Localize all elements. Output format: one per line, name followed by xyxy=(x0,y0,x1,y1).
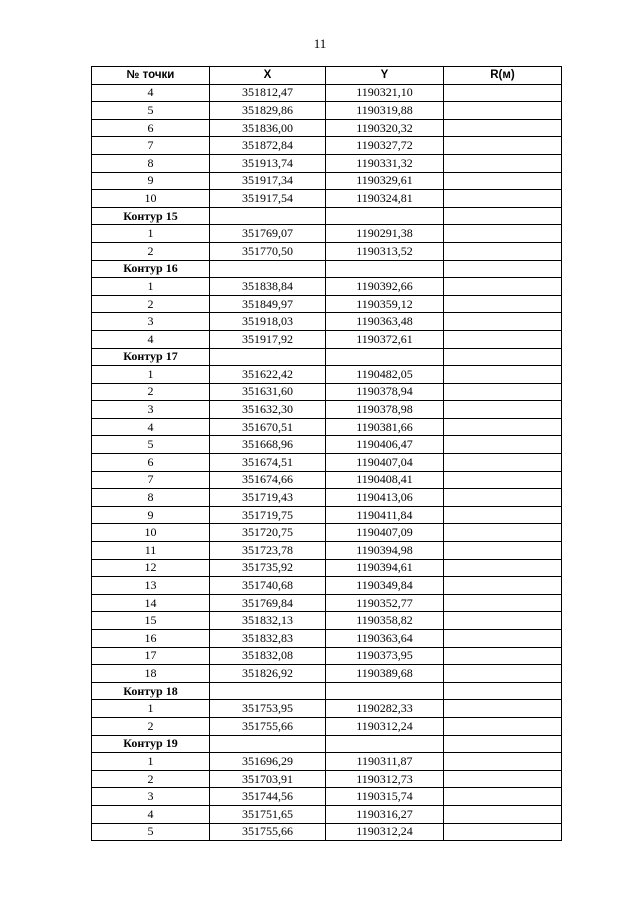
table-row xyxy=(92,454,562,472)
y-cell: 1190482,05 xyxy=(326,366,444,384)
empty-cell xyxy=(326,207,444,225)
radius-cell xyxy=(444,524,562,542)
x-cell: 351836,00 xyxy=(210,119,326,137)
x-cell: 351917,54 xyxy=(210,190,326,208)
y-cell: 1190378,94 xyxy=(326,383,444,401)
table-row xyxy=(92,770,562,788)
y-cell: 1190378,98 xyxy=(326,401,444,419)
point-number-cell: 6 xyxy=(92,454,210,472)
radius-cell xyxy=(444,770,562,788)
y-cell: 1190363,64 xyxy=(326,630,444,648)
radius-cell xyxy=(444,366,562,384)
table-row xyxy=(92,753,562,771)
point-number-cell: 4 xyxy=(92,805,210,823)
radius-cell xyxy=(444,190,562,208)
y-cell: 1190331,32 xyxy=(326,154,444,172)
x-cell: 351770,50 xyxy=(210,242,326,260)
point-number-cell: 3 xyxy=(92,313,210,331)
empty-cell xyxy=(444,207,562,225)
table-row xyxy=(92,154,562,172)
contour-label: Контур 15 xyxy=(92,207,210,225)
radius-cell xyxy=(444,647,562,665)
x-cell: 351832,83 xyxy=(210,630,326,648)
y-cell: 1190282,33 xyxy=(326,700,444,718)
table-body xyxy=(92,84,562,841)
table-row xyxy=(92,700,562,718)
y-cell: 1190311,87 xyxy=(326,753,444,771)
point-number-cell: 17 xyxy=(92,647,210,665)
radius-cell xyxy=(444,225,562,243)
x-cell: 351632,30 xyxy=(210,401,326,419)
point-number-cell: 2 xyxy=(92,295,210,313)
radius-cell xyxy=(444,436,562,454)
point-number-cell: 10 xyxy=(92,190,210,208)
x-cell: 351849,97 xyxy=(210,295,326,313)
radius-cell xyxy=(444,665,562,683)
y-cell: 1190319,88 xyxy=(326,102,444,120)
table-row xyxy=(92,471,562,489)
point-number-cell: 1 xyxy=(92,278,210,296)
y-cell: 1190389,68 xyxy=(326,665,444,683)
radius-cell xyxy=(444,630,562,648)
radius-cell xyxy=(444,242,562,260)
header-y: Y xyxy=(326,67,444,85)
x-cell: 351670,51 xyxy=(210,418,326,436)
table-row xyxy=(92,577,562,595)
x-cell: 351674,51 xyxy=(210,454,326,472)
y-cell: 1190324,81 xyxy=(326,190,444,208)
table-row xyxy=(92,366,562,384)
contour-row xyxy=(92,682,562,700)
y-cell: 1190407,09 xyxy=(326,524,444,542)
x-cell: 351755,66 xyxy=(210,823,326,841)
x-cell: 351735,92 xyxy=(210,559,326,577)
radius-cell xyxy=(444,471,562,489)
table-row xyxy=(92,647,562,665)
x-cell: 351719,75 xyxy=(210,506,326,524)
table-row xyxy=(92,84,562,102)
y-cell: 1190313,52 xyxy=(326,242,444,260)
table-row xyxy=(92,823,562,841)
x-cell: 351769,07 xyxy=(210,225,326,243)
coordinates-table xyxy=(91,66,562,841)
point-number-cell: 6 xyxy=(92,119,210,137)
table-row xyxy=(92,383,562,401)
y-cell: 1190394,61 xyxy=(326,559,444,577)
radius-cell xyxy=(444,119,562,137)
contour-row xyxy=(92,260,562,278)
empty-cell xyxy=(444,348,562,366)
y-cell: 1190381,66 xyxy=(326,418,444,436)
y-cell: 1190373,95 xyxy=(326,647,444,665)
empty-cell xyxy=(210,682,326,700)
x-cell: 351723,78 xyxy=(210,542,326,560)
contour-row xyxy=(92,735,562,753)
radius-cell xyxy=(444,805,562,823)
table-row xyxy=(92,119,562,137)
y-cell: 1190312,73 xyxy=(326,770,444,788)
y-cell: 1190291,38 xyxy=(326,225,444,243)
x-cell: 351744,56 xyxy=(210,788,326,806)
y-cell: 1190352,77 xyxy=(326,594,444,612)
point-number-cell: 7 xyxy=(92,137,210,155)
radius-cell xyxy=(444,700,562,718)
radius-cell xyxy=(444,383,562,401)
page-number: 11 xyxy=(313,36,327,51)
x-cell: 351668,96 xyxy=(210,436,326,454)
empty-cell xyxy=(444,260,562,278)
x-cell: 351838,84 xyxy=(210,278,326,296)
point-number-cell: 18 xyxy=(92,665,210,683)
table-row xyxy=(92,418,562,436)
x-cell: 351622,42 xyxy=(210,366,326,384)
y-cell: 1190320,32 xyxy=(326,119,444,137)
point-number-cell: 9 xyxy=(92,172,210,190)
table-row xyxy=(92,137,562,155)
x-cell: 351769,84 xyxy=(210,594,326,612)
table-row xyxy=(92,190,562,208)
point-number-cell: 2 xyxy=(92,770,210,788)
table-row xyxy=(92,524,562,542)
point-number-cell: 5 xyxy=(92,436,210,454)
point-number-cell: 5 xyxy=(92,102,210,120)
point-number-cell: 2 xyxy=(92,717,210,735)
y-cell: 1190407,04 xyxy=(326,454,444,472)
point-number-cell: 1 xyxy=(92,225,210,243)
table-row xyxy=(92,102,562,120)
y-cell: 1190315,74 xyxy=(326,788,444,806)
point-number-cell: 4 xyxy=(92,418,210,436)
y-cell: 1190349,84 xyxy=(326,577,444,595)
x-cell: 351719,43 xyxy=(210,489,326,507)
x-cell: 351918,03 xyxy=(210,313,326,331)
x-cell: 351703,91 xyxy=(210,770,326,788)
radius-cell xyxy=(444,137,562,155)
y-cell: 1190392,66 xyxy=(326,278,444,296)
y-cell: 1190358,82 xyxy=(326,612,444,630)
radius-cell xyxy=(444,489,562,507)
empty-cell xyxy=(326,260,444,278)
radius-cell xyxy=(444,594,562,612)
x-cell: 351674,66 xyxy=(210,471,326,489)
x-cell: 351812,47 xyxy=(210,84,326,102)
table-header-row xyxy=(92,67,562,85)
x-cell: 351826,92 xyxy=(210,665,326,683)
y-cell: 1190413,06 xyxy=(326,489,444,507)
point-number-cell: 14 xyxy=(92,594,210,612)
table-row xyxy=(92,542,562,560)
radius-cell xyxy=(444,612,562,630)
x-cell: 351872,84 xyxy=(210,137,326,155)
empty-cell xyxy=(444,735,562,753)
x-cell: 351829,86 xyxy=(210,102,326,120)
x-cell: 351631,60 xyxy=(210,383,326,401)
table-row xyxy=(92,594,562,612)
x-cell: 351917,34 xyxy=(210,172,326,190)
x-cell: 351832,13 xyxy=(210,612,326,630)
point-number-cell: 8 xyxy=(92,154,210,172)
x-cell: 351913,74 xyxy=(210,154,326,172)
y-cell: 1190394,98 xyxy=(326,542,444,560)
table-row xyxy=(92,489,562,507)
radius-cell xyxy=(444,102,562,120)
point-number-cell: 1 xyxy=(92,366,210,384)
point-number-cell: 2 xyxy=(92,383,210,401)
radius-cell xyxy=(444,418,562,436)
table-row xyxy=(92,225,562,243)
table-row xyxy=(92,401,562,419)
radius-cell xyxy=(444,788,562,806)
table-row xyxy=(92,313,562,331)
table-row xyxy=(92,805,562,823)
point-number-cell: 9 xyxy=(92,506,210,524)
empty-cell xyxy=(444,682,562,700)
y-cell: 1190316,27 xyxy=(326,805,444,823)
header-point-number: № точки xyxy=(92,67,210,85)
y-cell: 1190312,24 xyxy=(326,717,444,735)
point-number-cell: 4 xyxy=(92,330,210,348)
empty-cell xyxy=(326,682,444,700)
radius-cell xyxy=(444,172,562,190)
radius-cell xyxy=(444,295,562,313)
empty-cell xyxy=(326,348,444,366)
radius-cell xyxy=(444,278,562,296)
contour-label: Контур 17 xyxy=(92,348,210,366)
radius-cell xyxy=(444,753,562,771)
contour-label: Контур 16 xyxy=(92,260,210,278)
y-cell: 1190372,61 xyxy=(326,330,444,348)
contour-row xyxy=(92,348,562,366)
point-number-cell: 3 xyxy=(92,788,210,806)
x-cell: 351696,29 xyxy=(210,753,326,771)
table-row xyxy=(92,788,562,806)
radius-cell xyxy=(444,823,562,841)
x-cell: 351753,95 xyxy=(210,700,326,718)
y-cell: 1190321,10 xyxy=(326,84,444,102)
point-number-cell: 4 xyxy=(92,84,210,102)
point-number-cell: 11 xyxy=(92,542,210,560)
x-cell: 351740,68 xyxy=(210,577,326,595)
radius-cell xyxy=(444,330,562,348)
radius-cell xyxy=(444,454,562,472)
point-number-cell: 15 xyxy=(92,612,210,630)
table-row xyxy=(92,330,562,348)
radius-cell xyxy=(444,559,562,577)
x-cell: 351720,75 xyxy=(210,524,326,542)
radius-cell xyxy=(444,154,562,172)
radius-cell xyxy=(444,84,562,102)
point-number-cell: 1 xyxy=(92,700,210,718)
radius-cell xyxy=(444,313,562,331)
y-cell: 1190359,12 xyxy=(326,295,444,313)
table-row xyxy=(92,172,562,190)
table-row xyxy=(92,436,562,454)
table-row xyxy=(92,665,562,683)
y-cell: 1190329,61 xyxy=(326,172,444,190)
table-row xyxy=(92,612,562,630)
empty-cell xyxy=(210,207,326,225)
table-row xyxy=(92,295,562,313)
empty-cell xyxy=(210,735,326,753)
table-row xyxy=(92,278,562,296)
table-row xyxy=(92,717,562,735)
point-number-cell: 10 xyxy=(92,524,210,542)
point-number-cell: 7 xyxy=(92,471,210,489)
x-cell: 351832,08 xyxy=(210,647,326,665)
y-cell: 1190363,48 xyxy=(326,313,444,331)
point-number-cell: 12 xyxy=(92,559,210,577)
header-radius: R(м) xyxy=(444,67,562,85)
radius-cell xyxy=(444,542,562,560)
y-cell: 1190411,84 xyxy=(326,506,444,524)
radius-cell xyxy=(444,717,562,735)
point-number-cell: 13 xyxy=(92,577,210,595)
point-number-cell: 2 xyxy=(92,242,210,260)
x-cell: 351751,65 xyxy=(210,805,326,823)
table-row xyxy=(92,506,562,524)
contour-label: Контур 18 xyxy=(92,682,210,700)
y-cell: 1190408,41 xyxy=(326,471,444,489)
radius-cell xyxy=(444,401,562,419)
y-cell: 1190406,47 xyxy=(326,436,444,454)
point-number-cell: 16 xyxy=(92,630,210,648)
contour-row xyxy=(92,207,562,225)
empty-cell xyxy=(210,260,326,278)
y-cell: 1190327,72 xyxy=(326,137,444,155)
table-row xyxy=(92,559,562,577)
x-cell: 351917,92 xyxy=(210,330,326,348)
point-number-cell: 8 xyxy=(92,489,210,507)
y-cell: 1190312,24 xyxy=(326,823,444,841)
table-row xyxy=(92,242,562,260)
radius-cell xyxy=(444,577,562,595)
empty-cell xyxy=(210,348,326,366)
radius-cell xyxy=(444,506,562,524)
point-number-cell: 3 xyxy=(92,401,210,419)
point-number-cell: 5 xyxy=(92,823,210,841)
header-x: X xyxy=(210,67,326,85)
table-row xyxy=(92,630,562,648)
contour-label: Контур 19 xyxy=(92,735,210,753)
x-cell: 351755,66 xyxy=(210,717,326,735)
point-number-cell: 1 xyxy=(92,753,210,771)
empty-cell xyxy=(326,735,444,753)
